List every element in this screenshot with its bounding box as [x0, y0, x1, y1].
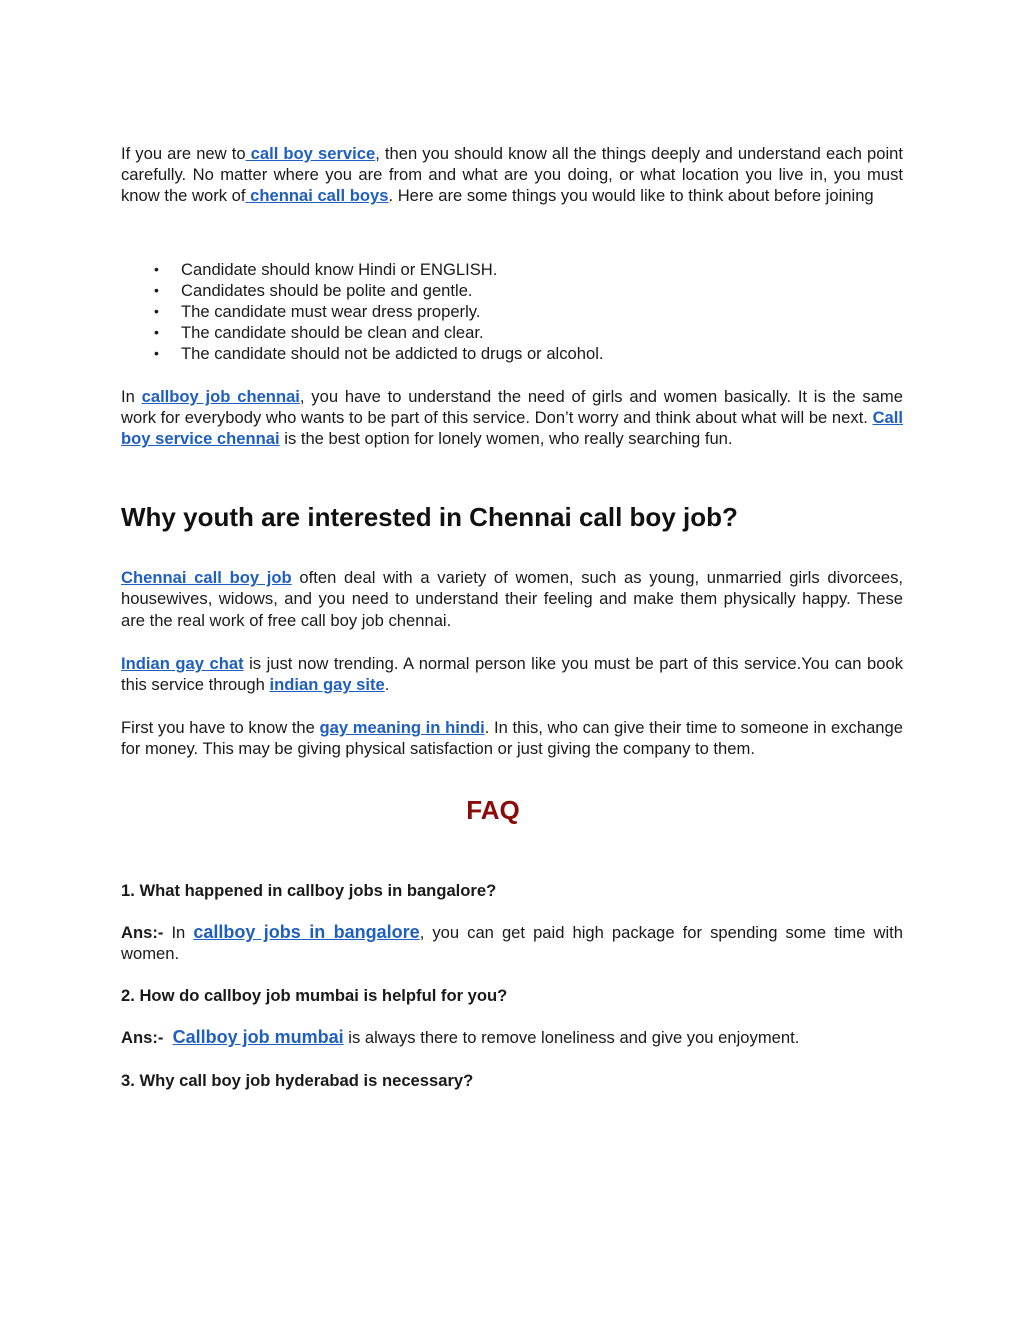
chennai-call-boys-link[interactable]: chennai call boys [245, 186, 389, 206]
para2-text-1: In [121, 386, 142, 406]
section-heading: Why youth are interested in Chennai call boy job? [121, 502, 738, 533]
call-boy-service-chennai-link[interactable]: Call boy service chennai [121, 407, 903, 449]
faq-question-2: 2. How do callboy job mumbai is helpful for you? [121, 986, 508, 1006]
para2-text-3: is the best option for lonely women, who really searching fun. [279, 429, 733, 449]
answer-2-text-1 [163, 1028, 172, 1047]
document-body [121, 143, 903, 1112]
callboy-job-mumbai-link[interactable]: Callboy job mumbai [172, 1027, 344, 1048]
intro-text-3: . Here are some things you would like to think about before joining [388, 186, 874, 206]
answer-1-text-2: , you can get paid high package for spending some time with women. [121, 922, 904, 964]
requirement-item: • Candidates should be polite and gentle. [181, 280, 903, 301]
chennai-call-boy-job-link[interactable]: Chennai call boy job [121, 568, 292, 588]
indian-gay-chat-link[interactable]: Indian gay chat [121, 653, 244, 673]
requirement-item: • Candidate should know Hindi or ENGLISH. [181, 259, 903, 280]
para3-text: often deal with a variety of women, such as young, unmarried girls divorcees, housewives, widows, and you need to understand their feeling and make them physically happy. These are the real work of free call boy job chennai. [121, 568, 904, 630]
requirement-item: • The candidate should not be addicted to drugs or alcohol. [181, 343, 903, 364]
call-boy-service-link[interactable]: call boy service [245, 144, 376, 163]
answer-label: Ans:- [121, 1028, 164, 1048]
requirement-item: • The candidate should be clean and clear. [181, 322, 903, 343]
chennai-job-paragraph [121, 567, 903, 631]
callboy-chennai-paragraph [121, 386, 903, 450]
intro-text-2: , then you should know all the things deeply and understand each point carefully. No matter where you are from and what are you doing, or what location you live in, you must know the work of [121, 144, 903, 206]
intro-paragraph [121, 143, 903, 207]
faq-title: FAQ [466, 794, 520, 825]
faq-answer-2 [121, 1027, 903, 1048]
para5-text-1: First you have to know the [121, 718, 320, 738]
answer-label: Ans:- [121, 922, 164, 942]
para4-text-1: is just now trending. A normal person like you must be part of this service.You can book this service through [121, 653, 903, 695]
intro-text-1: If you are new to [121, 144, 246, 163]
answer-1-text-1: In [163, 922, 194, 942]
gay-chat-paragraph [121, 653, 903, 695]
gay-meaning-in-hindi-link[interactable]: gay meaning in hindi [319, 718, 485, 738]
answer-2-text-2: is always there to remove loneliness and give you enjoyment. [343, 1028, 800, 1048]
para5-text-2: . In this, who can give their time to someone in exchange for money. This may be giving physical satisfaction or just giving the company to them. [121, 718, 903, 759]
gay-meaning-paragraph [121, 717, 903, 759]
para4-text-2: . [384, 675, 390, 695]
para2-text-2: , you have to understand the need of girls and women basically. It is the same work for everybody who wants to be part of this service. Don’t worry and think about what will be next. [121, 386, 903, 427]
faq-question-3: 3. Why call boy job hyderabad is necessary? [121, 1070, 474, 1090]
indian-gay-site-link[interactable]: indian gay site [269, 675, 385, 695]
requirements-list [121, 259, 903, 365]
callboy-job-chennai-link[interactable]: callboy job chennai [141, 386, 300, 406]
callboy-jobs-bangalore-link[interactable]: callboy jobs in bangalore [193, 921, 420, 942]
faq-answer-1 [121, 922, 903, 964]
requirement-item: • The candidate must wear dress properly. [181, 301, 903, 322]
faq-question-1: 1. What happened in callboy jobs in bangalore? [121, 880, 497, 900]
